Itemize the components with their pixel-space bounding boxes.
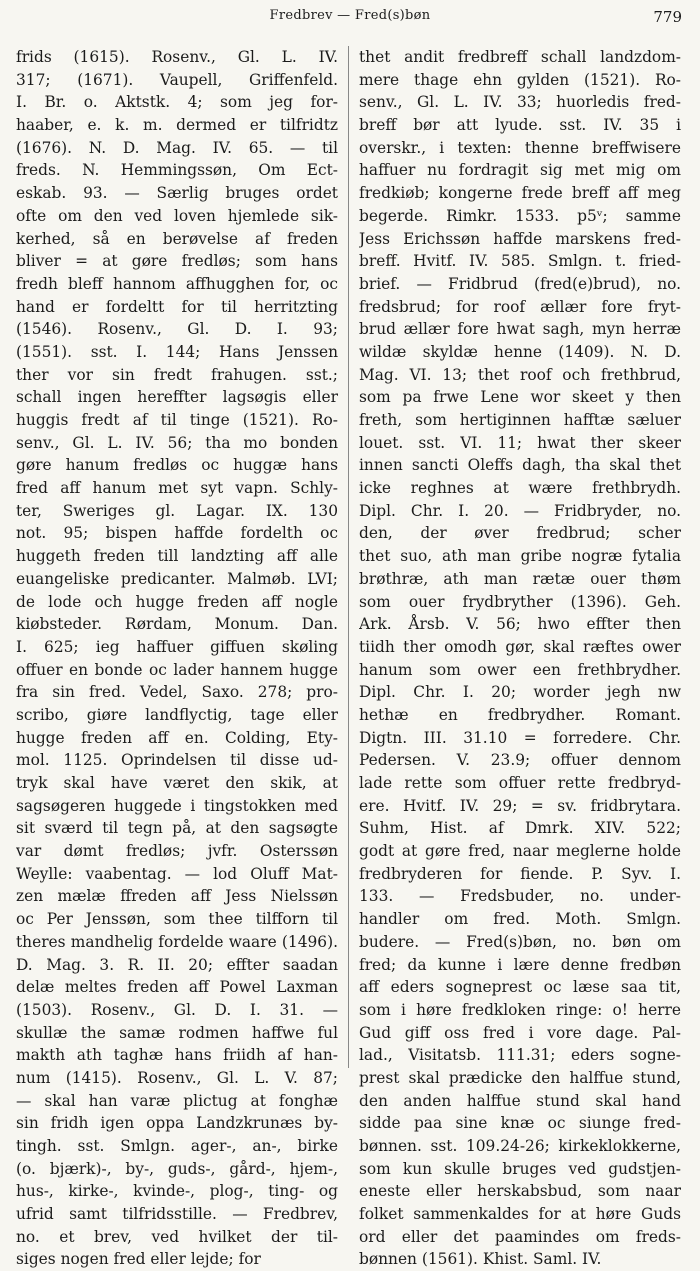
text-line: ere. Hvitf. IV. 29; = sv. fridbrytara. (359, 796, 681, 815)
text-line: — skal han varæ plictug at fonghæ (16, 1091, 338, 1110)
text-line: godt at gøre fred, naar meglerne holde (359, 842, 681, 861)
text-line: som ouer frydbryther (1396). Geh. (359, 592, 681, 611)
text-line: fredbryderen for fiende. P. Syv. I. (359, 864, 681, 883)
text-line: haaber, e. k. m. dermed er tilfridtz (16, 116, 338, 135)
text-line: Ark. Årsb. V. 56; hwo effter then (359, 615, 681, 634)
text-line: D. Mag. 3. R. II. 20; effter saadan (16, 955, 338, 974)
text-line: som pa frwe Lene wor skeet y then (359, 388, 681, 407)
text-line: gøre hanum fredløs oc huggæ hans (16, 456, 338, 475)
text-line: louet. sst. VI. 11; hwat ther skeer (359, 433, 681, 452)
text-line: Weylle: vaabentag. — lod Oluff Mat- (16, 864, 338, 883)
text-line: de lode och hugge freden aff nogle (16, 592, 338, 611)
text-line: huggeth freden till landzting aff alle (16, 547, 338, 566)
text-line: sagsøgeren huggede i tingstokken med (16, 796, 338, 815)
text-line: makth ath taghæ hans friidh af han- (16, 1046, 338, 1065)
text-line: bønnen. sst. 109.24-26; kirkeklokkerne, (359, 1137, 681, 1155)
text-line: brud ællær fore hwat sagh, myn herræ (359, 320, 681, 339)
text-line: delæ meltes freden aff Powel Laxman (16, 978, 338, 997)
text-line: zen mælæ ffreden aff Jess Nielssøn (16, 887, 338, 906)
text-line: fredsbrud; for roof ællær fore fryt- (359, 297, 681, 316)
text-line: lad., Visitatsb. 111.31; eders sogne- (359, 1046, 681, 1065)
text-line: sin fridh igen oppa Landzkrunæs by- (16, 1114, 338, 1133)
text-line: scribo, giøre landflyctig, tage eller (16, 705, 338, 724)
text-line: fredh bleff hannom affhugghen for, oc (16, 274, 338, 293)
text-line: not. 95; bispen haffde fordelth oc (16, 524, 338, 543)
text-line: begerde. Rimkr. 1533. p5ᵛ; samme (359, 206, 681, 225)
text-line: hus-, kirke-, kvinde-, plog-, ting- og (16, 1182, 338, 1201)
text-line: var dømt fredløs; jvfr. Osterssøn (16, 842, 338, 861)
text-line: freds. N. Hemmingssøn, Om Ect- (16, 161, 338, 180)
text-line: breff bør att lyude. sst. IV. 35 i (359, 116, 681, 135)
text-line: bønnen (1561). Khist. Saml. IV. (359, 1250, 602, 1269)
text-line: fred; da kunne i lære denne fredbøn (359, 955, 681, 974)
text-line: no. et brev, ved hvilket der til- (16, 1227, 338, 1246)
text-line: (1503). Rosenv., Gl. D. I. 31. — (16, 1000, 338, 1019)
text-line: schall ingen hereffter lagsøgis eller (16, 388, 338, 407)
text-line: eneste eller herskabsbud, som naar (359, 1182, 681, 1201)
text-line: wildæ skyldæ henne (1409). N. D. (359, 342, 681, 361)
text-line: Gud giff oss fred i vore dage. Pal- (359, 1023, 681, 1042)
text-line: handler om fred. Moth. Smlgn. (359, 910, 681, 929)
text-line: som i høre fredkloken ringe: o! herre (359, 1000, 681, 1019)
page-number: 779 (653, 8, 682, 26)
text-line: tiidh ther omodh gør, skal ræftes ower (359, 637, 681, 656)
text-line: Digtn. III. 31.10 = forredere. Chr. (359, 728, 681, 747)
text-line: den anden halffue stund skal hand (359, 1091, 681, 1110)
text-line: euangeliske predicanter. Malmøb. LVI; (16, 569, 338, 588)
text-line: Suhm, Hist. af Dmrk. XIV. 522; (359, 819, 681, 838)
right-text-column (359, 46, 681, 1271)
text-line: senv., Gl. L. IV. 33; huorledis fred- (359, 93, 681, 112)
text-line: som kun skulle bruges ved gudstjen- (359, 1159, 681, 1178)
text-line: ter, Sweriges gl. Lagar. IX. 130 (16, 501, 338, 520)
text-line: innen sancti Oleffs dagh, tha skal thet (359, 456, 681, 475)
text-line: fred aff hanum met syt vapn. Schly- (16, 479, 338, 498)
left-text-column (16, 46, 338, 1271)
text-line: brøthræ, ath man rætæ ouer thøm (359, 569, 681, 588)
text-line: eskab. 93. — Særlig bruges ordet (16, 184, 338, 203)
text-line: (1676). N. D. Mag. IV. 65. — til (16, 138, 338, 157)
text-line: offuer en bonde oc lader hannem hugge (16, 660, 338, 679)
text-line: icke reghnes at wære frethbrydh. (359, 479, 681, 498)
text-line: overskr., i texten: thenne breffwisere (359, 138, 681, 157)
text-line: Pedersen. V. 23.9; offuer dennom (359, 751, 681, 770)
text-line: huggis fredt af til tinge (1521). Ro- (16, 411, 338, 429)
text-line: bliver = at gøre fredløs; som hans (16, 252, 338, 271)
text-line: hand er fordeltt for til herritzting (16, 297, 338, 316)
text-line: ofte om den ved loven hjemlede sik- (16, 206, 338, 225)
text-line: I. 625; ieg haffuer giffuen skøling (16, 637, 338, 656)
text-line: Dipl. Chr. I. 20; worder jegh nw (359, 683, 681, 702)
text-line: folket sammenkaldes for at høre Guds (359, 1205, 681, 1224)
column-divider (348, 46, 349, 1068)
text-line: lade rette som offuer rette fredbryd- (359, 774, 681, 792)
text-line: oc Per Jenssøn, som thee tilfforn til (16, 910, 338, 929)
text-line: hugge freden aff en. Colding, Ety- (16, 728, 338, 747)
text-line: den, der øver fredbrud; scher (359, 524, 681, 543)
text-line: num (1415). Rosenv., Gl. L. V. 87; (16, 1068, 338, 1087)
text-line: hanum som ower een frethbrydher. (359, 660, 681, 679)
text-line: Jess Erichssøn haffde marskens fred- (359, 229, 681, 248)
text-line: mere thage ehn gylden (1521). Ro- (359, 70, 681, 89)
text-line: theres mandhelig fordelde waare (1496). (16, 932, 338, 951)
text-line: hethæ en fredbrydher. Romant. (359, 705, 681, 724)
text-line: thet suo, ath man gribe nogræ fytalia (359, 547, 681, 566)
text-line: thet andit fredbreff schall landzdom- (359, 48, 681, 66)
text-line: budere. — Fred(s)bøn, no. bøn om (359, 932, 681, 951)
text-line: freth, som hertiginnen hafftæ sæluer (359, 411, 681, 429)
text-line: Dipl. Chr. I. 20. — Fridbryder, no. (359, 501, 681, 520)
text-line: (o. bjærk)-, by-, guds-, gård-, hjem-, (16, 1159, 338, 1178)
text-line: breff. Hvitf. IV. 585. Smlgn. t. fried- (359, 252, 681, 271)
text-line: kiøbsteder. Rørdam, Monum. Dan. (16, 615, 338, 634)
text-line: mol. 1125. Oprindelsen til disse ud- (16, 751, 338, 770)
text-line: fra sin fred. Vedel, Saxo. 278; pro- (16, 683, 338, 702)
text-line: sidde paa sine knæ oc siunge fred- (359, 1114, 681, 1133)
text-line: frids (1615). Rosenv., Gl. L. IV. (16, 48, 338, 66)
text-line: (1546). Rosenv., Gl. D. I. 93; (16, 320, 338, 339)
text-line: ther vor sin fredt frahugen. sst.; (16, 365, 338, 384)
text-line: ufrid samt tilfridsstille. — Fredbrev, (16, 1205, 338, 1224)
text-line: 317; (1671). Vaupell, Griffenfeld. (16, 70, 338, 89)
text-line: I. Br. o. Aktstk. 4; som jeg for- (16, 93, 338, 112)
text-line: fredkiøb; kongerne frede breff aff meg (359, 184, 681, 203)
text-line: ord eller det paamindes om freds- (359, 1227, 681, 1246)
text-line: haffuer nu fordragit sig met mig om (359, 161, 681, 180)
text-line: aff eders sogneprest oc læse saa tit, (359, 978, 681, 997)
text-line: siges nogen fred eller lejde; for (16, 1250, 261, 1269)
text-line: 133. — Fredsbuder, no. under- (359, 887, 681, 906)
text-line: skullæ the samæ rodmen haffwe ful (16, 1023, 338, 1042)
text-line: (1551). sst. I. 144; Hans Jenssen (16, 342, 338, 361)
text-line: sit sværd til tegn på, at den sagsøgte (16, 819, 338, 838)
text-line: senv., Gl. L. IV. 56; tha mo bonden (16, 433, 338, 452)
text-line: Mag. VI. 13; thet roof och frethbrud, (359, 365, 681, 384)
text-line: prest skal prædicke den halffue stund, (359, 1068, 681, 1087)
running-head: Fredbrev — Fred(s)bøn (269, 8, 431, 23)
text-line: kerhed, så en berøvelse af freden (16, 229, 338, 248)
page-header (18, 8, 682, 30)
text-line: brief. — Fridbrud (fred(e)brud), no. (359, 274, 681, 293)
text-line: tryk skal have været den skik, at (16, 774, 338, 792)
text-line: tingh. sst. Smlgn. ager-, an-, birke (16, 1137, 338, 1155)
